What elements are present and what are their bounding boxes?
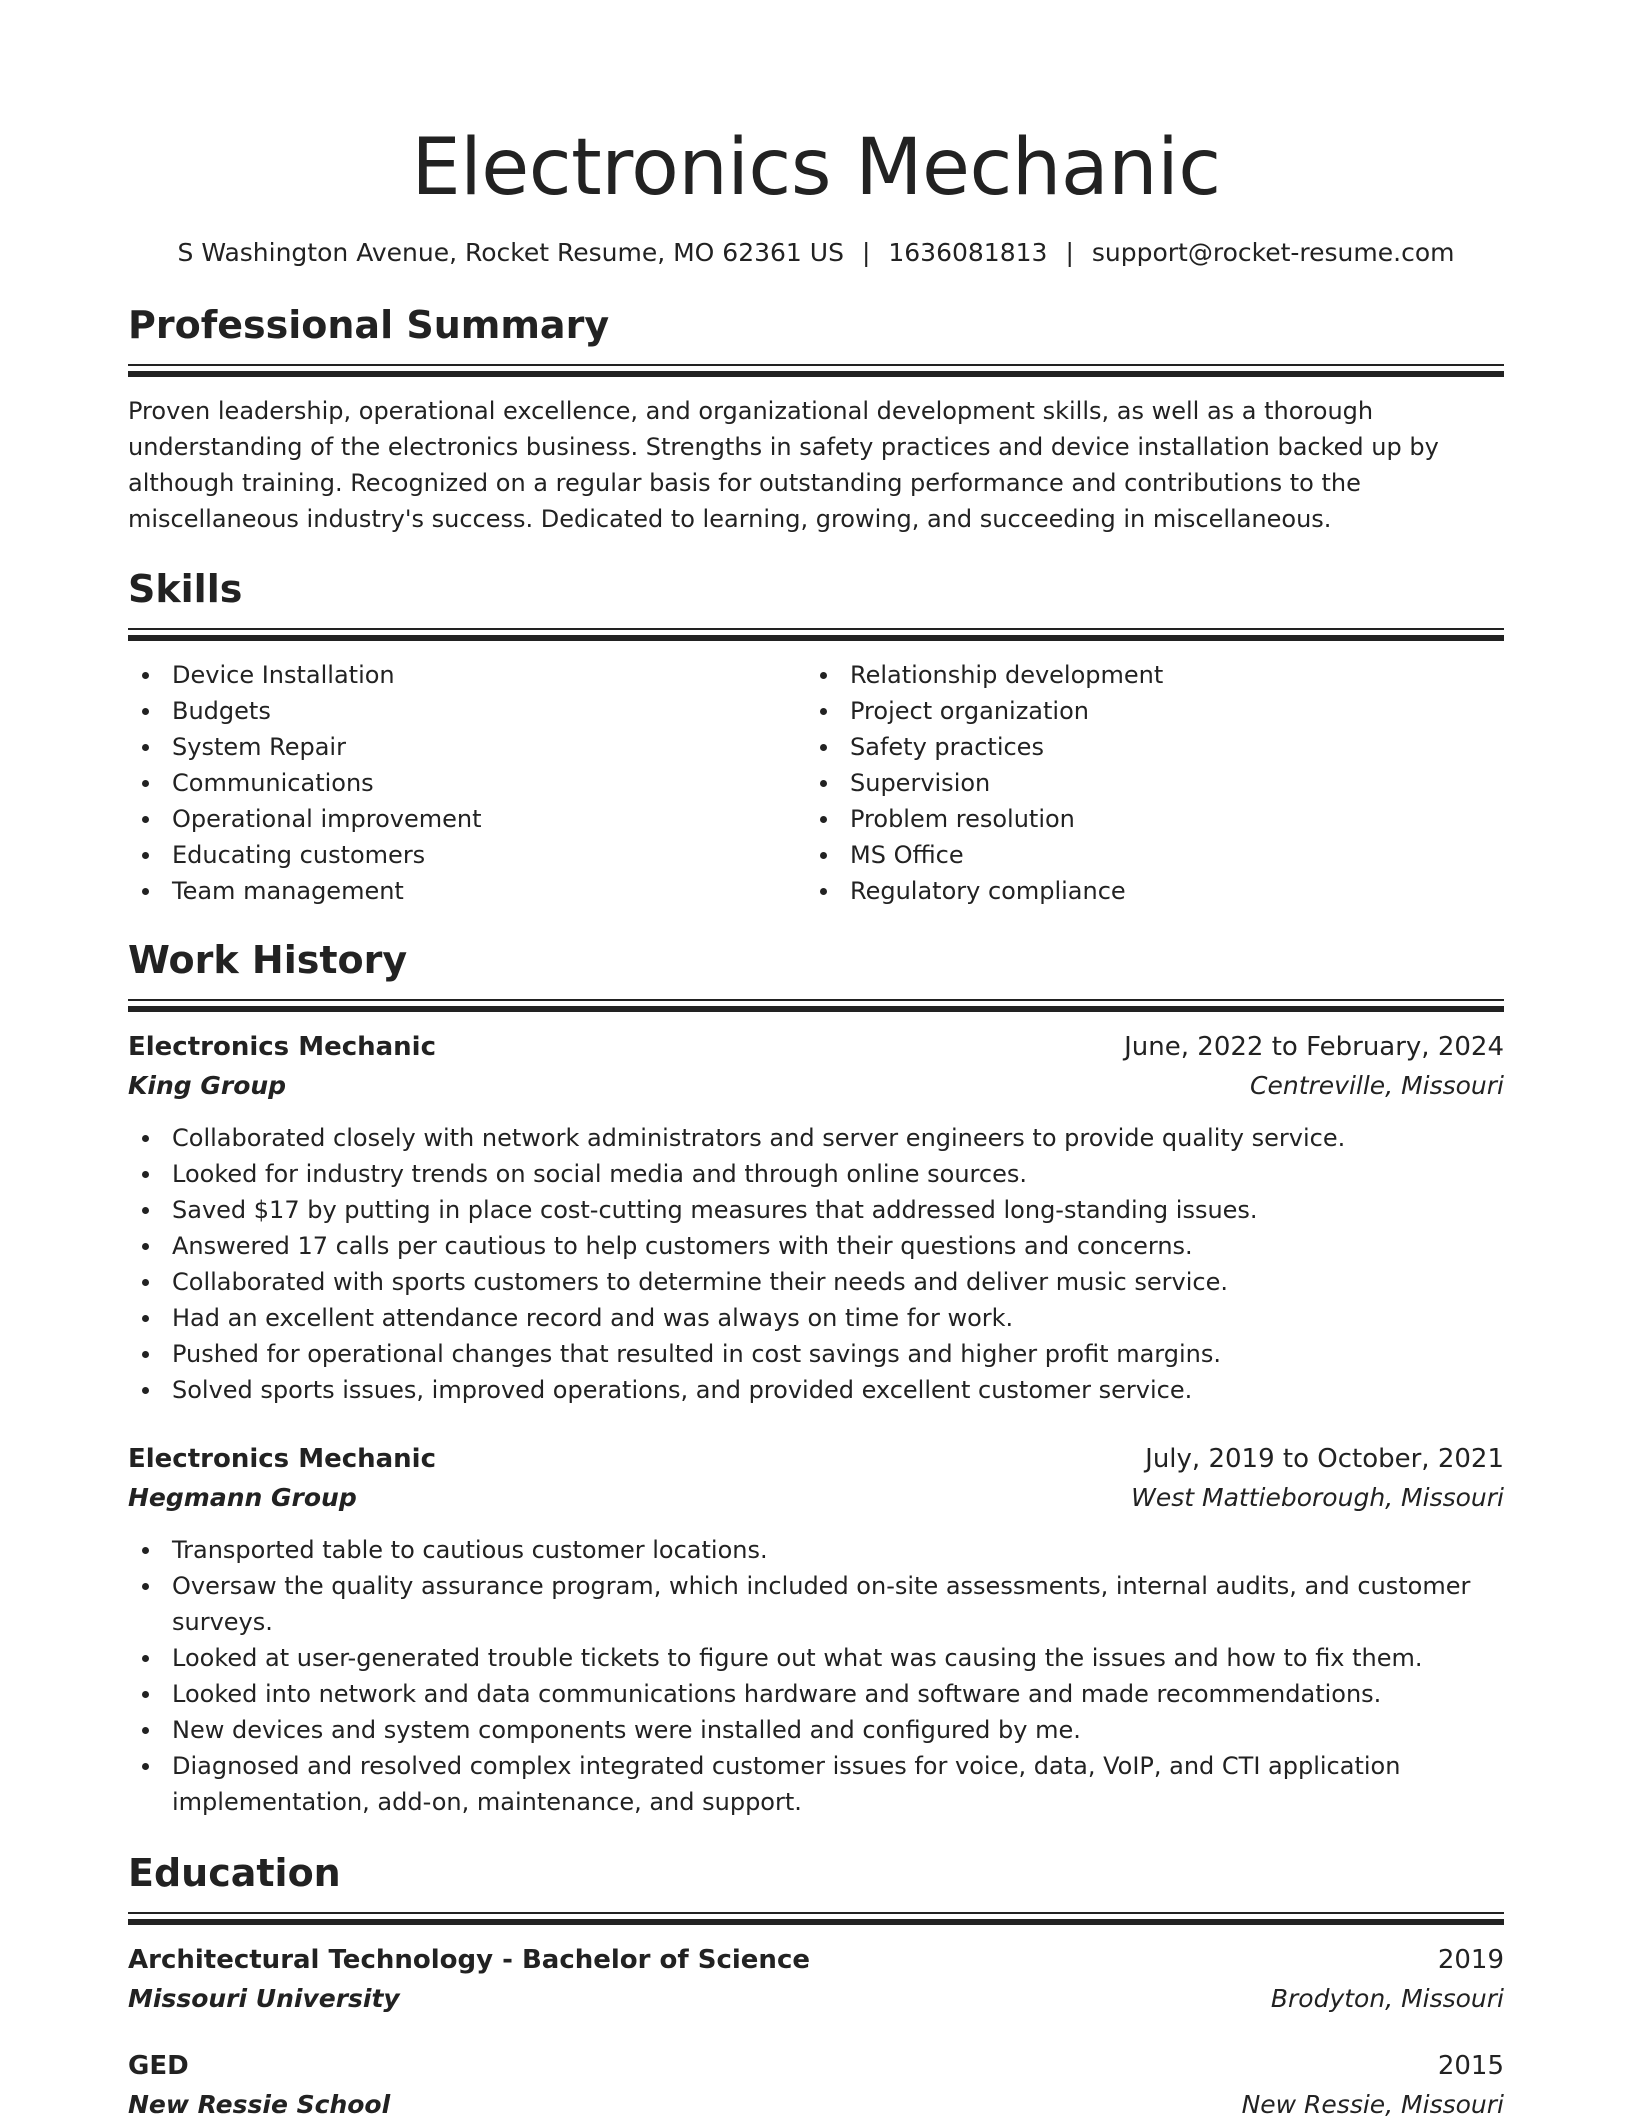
contact-address: S Washington Avenue, Rocket Resume, MO 62361 US xyxy=(177,238,844,267)
job-bullet: Solved sports issues, improved operations, and provided excellent customer service. xyxy=(128,1372,1504,1408)
work-section xyxy=(128,935,1504,1820)
skill-item: Educating customers xyxy=(128,837,806,873)
contact-separator: | xyxy=(1065,238,1074,267)
job-header xyxy=(128,1440,1504,1478)
contact-email: support@rocket-resume.com xyxy=(1091,238,1455,267)
education-school: Missouri University xyxy=(128,1984,400,2013)
section-rule-thick xyxy=(128,1919,1504,1925)
skill-item: Project organization xyxy=(806,693,1484,729)
job-title: Electronics Mechanic xyxy=(128,1032,437,1062)
job-bullet: Saved $17 by putting in place cost-cutting measures that addressed long-standing issues. xyxy=(128,1192,1504,1228)
skill-item: Problem resolution xyxy=(806,801,1484,837)
section-rule xyxy=(128,364,1504,366)
contact-separator: | xyxy=(861,238,871,267)
job-title: Electronics Mechanic xyxy=(128,1444,437,1474)
education-subheader xyxy=(128,1979,1504,2019)
resume-name: Electronics Mechanic xyxy=(411,123,1221,213)
section-title-summary: Professional Summary xyxy=(128,303,610,347)
contact-phone: 1636081813 xyxy=(888,238,1048,267)
education-location: Brodyton, Missouri xyxy=(1270,1984,1504,2013)
job-entry xyxy=(128,1028,1504,1408)
education-header xyxy=(128,2047,1504,2085)
section-title-education: Education xyxy=(128,1851,341,1895)
education-degree: Architectural Technology - Bachelor of Science xyxy=(128,1945,810,1975)
skill-item: Relationship development xyxy=(806,657,1484,693)
job-bullet: Looked for industry trends on social media and through online sources. xyxy=(128,1156,1504,1192)
job-location: Centreville, Missouri xyxy=(1250,1071,1504,1100)
section-rule xyxy=(128,628,1504,630)
skill-item: Device Installation xyxy=(128,657,806,693)
job-bullet: Answered 17 calls per cautious to help customers with their questions and concerns. xyxy=(128,1228,1504,1264)
education-subheader xyxy=(128,2085,1504,2125)
summary-text: Proven leadership, operational excellence, and organizational development skills, as well as a thorough understanding of the electronics business. Strengths in safety practices and device installation backed up by although training. Recognized on a regular basis for outstanding performance and contributions to the miscellaneous industry's success. Dedicated to learning, growing, and succeeding in miscellaneous. xyxy=(128,397,1439,533)
skill-item: Operational improvement xyxy=(128,801,806,837)
job-bullet: Looked at user-generated trouble tickets to figure out what was causing the issues and how to fix them. xyxy=(128,1640,1504,1676)
section-title-work: Work History xyxy=(128,938,408,982)
education-entry xyxy=(128,2047,1504,2125)
job-bullet: Transported table to cautious customer locations. xyxy=(128,1532,1504,1568)
skill-item: Communications xyxy=(128,765,806,801)
job-location: West Mattieborough, Missouri xyxy=(1131,1483,1504,1512)
job-header xyxy=(128,1028,1504,1066)
skill-item: Safety practices xyxy=(806,729,1484,765)
job-bullet: Oversaw the quality assurance program, which included on-site assessments, internal audits, and customer surveys. xyxy=(128,1568,1504,1640)
skills-list-right xyxy=(806,657,1484,909)
job-company: Hegmann Group xyxy=(128,1483,357,1512)
education-entry xyxy=(128,1941,1504,2019)
job-bullets xyxy=(128,1532,1504,1820)
job-subheader xyxy=(128,1478,1504,1518)
skills-columns xyxy=(128,657,1504,909)
education-year: 2019 xyxy=(1437,1945,1504,1975)
skill-item: System Repair xyxy=(128,729,806,765)
section-rule-thick xyxy=(128,1006,1504,1012)
job-dates: July, 2019 to October, 2021 xyxy=(1145,1444,1504,1474)
skill-item: Supervision xyxy=(806,765,1484,801)
section-rule xyxy=(128,999,1504,1001)
job-bullet: Diagnosed and resolved complex integrated customer issues for voice, data, VoIP, and CTI application implementation, add-on, maintenance, and support. xyxy=(128,1748,1504,1820)
section-rule-thick xyxy=(128,635,1504,641)
job-bullet: Collaborated with sports customers to determine their needs and deliver music service. xyxy=(128,1264,1504,1300)
job-subheader xyxy=(128,1066,1504,1106)
job-bullets xyxy=(128,1120,1504,1408)
contact-line xyxy=(128,236,1504,270)
job-bullet: Had an excellent attendance record and was always on time for work. xyxy=(128,1300,1504,1336)
job-dates: June, 2022 to February, 2024 xyxy=(1124,1032,1504,1062)
education-degree: GED xyxy=(128,2051,189,2081)
education-year: 2015 xyxy=(1437,2051,1504,2081)
job-company: King Group xyxy=(128,1071,287,1100)
skill-item: Team management xyxy=(128,873,806,909)
education-section xyxy=(128,1848,1504,2125)
summary-section xyxy=(128,300,1504,537)
job-bullet: Looked into network and data communications hardware and software and made recommendations. xyxy=(128,1676,1504,1712)
job-bullet: Collaborated closely with network administrators and server engineers to provide quality service. xyxy=(128,1120,1504,1156)
skill-item: MS Office xyxy=(806,837,1484,873)
job-bullet: New devices and system components were installed and configured by me. xyxy=(128,1712,1504,1748)
resume-page xyxy=(128,0,1504,2125)
education-header xyxy=(128,1941,1504,1979)
section-title-skills: Skills xyxy=(128,567,243,611)
education-location: New Ressie, Missouri xyxy=(1241,2090,1504,2119)
job-bullet: Pushed for operational changes that resulted in cost savings and higher profit margins. xyxy=(128,1336,1504,1372)
section-rule xyxy=(128,1912,1504,1914)
skills-section xyxy=(128,564,1504,909)
skill-item: Regulatory compliance xyxy=(806,873,1484,909)
section-rule-thick xyxy=(128,371,1504,377)
skills-list-left xyxy=(128,657,806,909)
job-entry xyxy=(128,1440,1504,1820)
skill-item: Budgets xyxy=(128,693,806,729)
education-school: New Ressie School xyxy=(128,2090,391,2119)
